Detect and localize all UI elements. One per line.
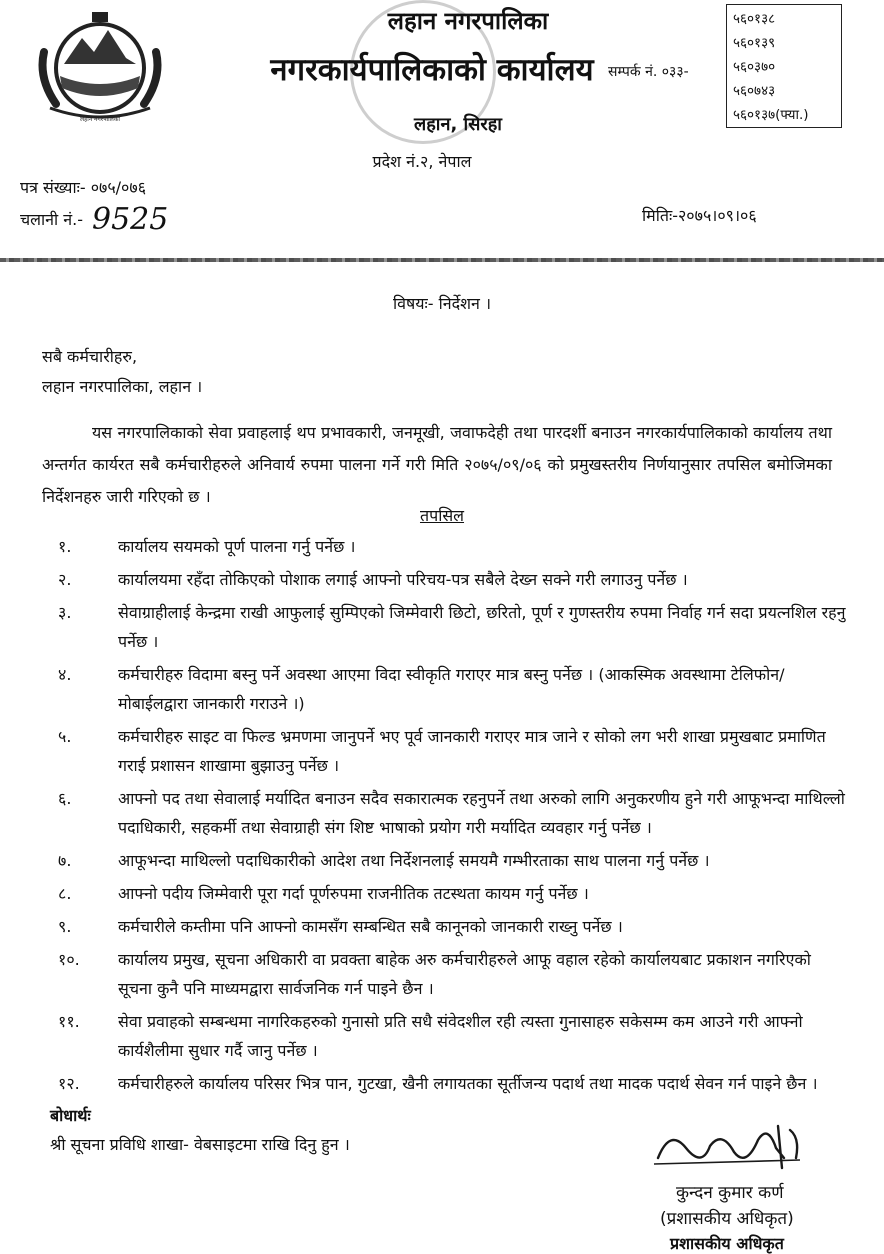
directive-item bbox=[58, 945, 848, 1003]
handwritten-signature bbox=[650, 1118, 820, 1174]
directive-item bbox=[58, 722, 848, 780]
directive-text: कार्यालयमा रहँदा तोकिएको पोशाक लगाई आफ्नो परिचय-पत्र सबैले देख्न सक्ने गरी लगाउनु पर्नेछ । bbox=[118, 570, 688, 589]
dispatch-number-handwritten: 9525 bbox=[92, 202, 169, 237]
addressee-line: सबै कर्मचारीहरु, bbox=[42, 347, 138, 366]
phone-number-box bbox=[726, 4, 842, 128]
directive-text: कर्मचारीहरु साइट वा फिल्ड भ्रमणमा जानुपर्ने भए पूर्व जानकारी गराएर मात्र जाने र सोको लग भरी शाखा प्रमुखबाट प्रमाणित गराई प्रशासन शाखामा बुझाउनु पर्नेछ । bbox=[118, 727, 826, 775]
signatory-name: कुन्दन कुमार कर्ण bbox=[676, 1183, 784, 1203]
addressee-line: लहान नगरपालिका, लहान । bbox=[42, 377, 203, 396]
directive-item bbox=[58, 565, 848, 594]
header-divider bbox=[0, 258, 884, 262]
cc-label: बोधार्थः bbox=[50, 1106, 91, 1125]
phone-number: ५६०१३९ bbox=[733, 35, 776, 51]
officer-stamp: प्रशासकीय अधिकृत bbox=[670, 1234, 784, 1253]
dispatch-label: चलानी नं.- bbox=[20, 210, 84, 229]
directive-text: आफ्नो पदीय जिम्मेवारी पूरा गर्दा पूर्णरुपमा राजनीतिक तटस्थता कायम गर्नु पर्नेछ । bbox=[118, 884, 589, 903]
directive-list bbox=[58, 532, 848, 1098]
directive-text: आफ्नो पद तथा सेवालाई मर्यादित बनाउन सदैव सकारात्मक रहनुपर्ने तथा अरुको लागि अनुकरणीय हुने गरी आफूभन्दा माथिल्लो पदाधिकारी, सहकर्मी तथा सेवाग्राही संग शिष्ट भाषाको प्रयोग गरी मर्यादित व्यवहार गर्नु पर्नेछ । bbox=[118, 789, 845, 837]
directive-text: सेवाग्राहीलाई केन्द्रमा राखी आफुलाई सुम्पिएको जिम्मेवारी छिटो, छरितो, पूर्ण र गुणस्तरीय रुपमा निर्वाह गर्न सदा प्रयत्नशिल रहनु पर्नेछ । bbox=[118, 603, 846, 651]
phone-number: ५६०३७० bbox=[733, 59, 776, 75]
directive-item bbox=[58, 879, 848, 908]
directive-number: १२. bbox=[58, 1074, 80, 1093]
signatory-title: (प्रशासकीय अधिकृत) bbox=[660, 1209, 794, 1229]
directive-item bbox=[58, 660, 848, 718]
letter-date: मितिः-२०७५।०९।०६ bbox=[642, 206, 757, 225]
phone-number: ५६०१३८ bbox=[733, 11, 776, 27]
cc-recipient: श्री सूचना प्रविधि शाखा- वेबसाइटमा राखि दिनु हुन । bbox=[50, 1135, 350, 1154]
directive-item bbox=[58, 1007, 848, 1065]
directive-number: ८. bbox=[58, 884, 72, 903]
directive-number: ४. bbox=[58, 665, 72, 684]
directive-text: कर्मचारीहरु विदामा बस्नु पर्ने अवस्था आएमा विदा स्वीकृति गराएर मात्र बस्नु पर्नेछ । (आकस्मिक अवस्थामा टेलिफोन/मोबाईलद्वारा जानकारी गराउने ।) bbox=[118, 665, 785, 713]
contact-label: सम्पर्क नं. ०३३- bbox=[608, 64, 689, 80]
letter-number: पत्र संख्याः- ०७५/०७६ bbox=[20, 178, 147, 197]
directive-number: ३. bbox=[58, 603, 72, 622]
directive-number: ७. bbox=[58, 851, 72, 870]
directive-text: कार्यालय सयमको पूर्ण पालना गर्नु पर्नेछ । bbox=[118, 537, 356, 556]
directive-item bbox=[58, 784, 848, 842]
office-province: प्रदेश नं.२, नेपाल bbox=[372, 152, 472, 171]
directive-item bbox=[58, 846, 848, 875]
svg-text:लहान नगरपालिका: लहान नगरपालिका bbox=[80, 116, 120, 123]
municipality-emblem bbox=[30, 8, 170, 128]
directive-item bbox=[58, 912, 848, 941]
intro-paragraph: यस नगरपालिकाको सेवा प्रवाहलाई थप प्रभावकारी, जनमूखी, जवाफदेही तथा पारदर्शी बनाउन नगरकार्यपालिकाको कार्यालय तथा अन्तर्गत कार्यरत सबै कर्मचारीहरुले अनिवार्य रुपमा पालना गर्ने गरी मिति २०७५/०९/०६ को प्रमुखस्तरीय निर्णयानुसार तपसिल बमोजिमका निर्देशनहरु जारी गरिएको छ । bbox=[42, 423, 832, 506]
office-name: लहान नगरपालिका bbox=[387, 7, 549, 35]
directive-number: ६. bbox=[58, 789, 72, 808]
phone-number: ५६०७४३ bbox=[733, 83, 776, 99]
details-heading: तपसिल bbox=[419, 506, 465, 525]
directive-text: कर्मचारीले कम्तीमा पनि आफ्नो कामसँग सम्बन्धित सबै कानूनको जानकारी राख्नु पर्नेछ । bbox=[118, 917, 623, 936]
directive-text: कार्यालय प्रमुख, सूचना अधिकारी वा प्रवक्ता बाहेक अरु कर्मचारीहरुले आफू वहाल रहेको कार्यालयबाट प्रकाशन नगरिएको सूचना कुनै पनि माध्यमद्वारा सार्वजनिक गर्न पाइने छैन । bbox=[118, 950, 811, 998]
directive-number: १. bbox=[58, 537, 72, 556]
directive-number: २. bbox=[58, 570, 72, 589]
office-location: लहान, सिरहा bbox=[414, 114, 502, 135]
directive-item bbox=[58, 532, 848, 561]
directive-text: कर्मचारीहरुले कार्यालय परिसर भित्र पान, गुटखा, खैनी लगायतका सूर्तीजन्य पदार्थ तथा मादक पदार्थ सेवन गर्न पाइने छैन । bbox=[118, 1074, 818, 1093]
directive-number: १०. bbox=[58, 950, 80, 969]
office-title: नगरकार्यपालिकाको कार्यालय bbox=[270, 52, 594, 88]
directive-number: ११. bbox=[58, 1012, 80, 1031]
directive-text: आफूभन्दा माथिल्लो पदाधिकारीको आदेश तथा निर्देशनलाई समयमै गम्भीरताका साथ पालना गर्नु पर्नेछ । bbox=[118, 851, 710, 870]
directive-number: ५. bbox=[58, 727, 72, 746]
fax-number: ५६०१३७(फ्या.) bbox=[733, 107, 809, 123]
directive-item bbox=[58, 1069, 848, 1098]
letter-subject: विषयः- निर्देशन । bbox=[392, 294, 492, 313]
directive-text: सेवा प्रवाहको सम्बन्धमा नागरिकहरुको गुनासो प्रति सधै संवेदशील रही त्यस्ता गुनासाहरु सकेसम्म कम आउने गरी आफ्नो कार्यशैलीमा सुधार गर्दै जानु पर्नेछ । bbox=[118, 1012, 803, 1060]
directive-number: ९. bbox=[58, 917, 72, 936]
directive-item bbox=[58, 598, 848, 656]
